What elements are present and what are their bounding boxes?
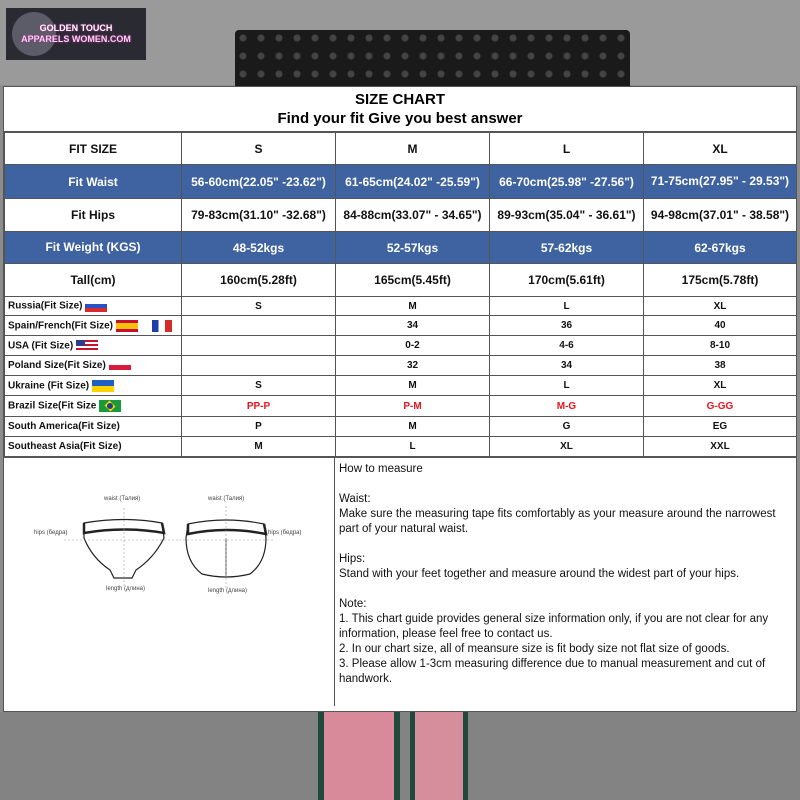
region-label-text: USA (Fit Size) [8, 340, 74, 352]
measure-section [4, 457, 796, 706]
table-cell: L [490, 297, 644, 316]
table-cell: 0-2 [336, 336, 490, 356]
chart-header [4, 87, 796, 132]
region-row-south-america [5, 417, 797, 437]
photo-background-bottom [0, 712, 800, 800]
table-cell: 56-60cm(22.05" -23.62") [182, 165, 336, 199]
usa-flag-icon [76, 340, 98, 352]
table-cell [182, 336, 336, 356]
garment-strap-photo-2 [410, 712, 468, 800]
region-row-ukraine [5, 376, 797, 396]
table-cell: S [182, 297, 336, 316]
note-1: 1. This chart guide provides general size information only, if you are not clear for any information, please feel free to contact us. [339, 613, 769, 640]
table-cell: 34 [336, 316, 490, 336]
region-label: South America(Fit Size) [5, 417, 182, 437]
table-cell: P [182, 417, 336, 437]
table-cell: 8-10 [644, 336, 797, 356]
tall-row [5, 264, 797, 297]
note-2: 2. In our chart size, all of meansure size is fit body size not flat size of goods. [339, 643, 730, 655]
poland-flag-icon [109, 360, 131, 370]
fit-waist-row [5, 165, 797, 199]
region-label [5, 336, 182, 356]
lace-waistband-photo [235, 30, 630, 88]
waist-title: Waist: [339, 493, 371, 505]
row-label: Fit Hips [5, 199, 182, 232]
region-row-spain [5, 316, 797, 336]
russia-flag-icon [85, 300, 107, 312]
table-cell: S [182, 376, 336, 396]
measure-heading: How to measure [339, 463, 423, 475]
region-label: Southeast Asia(Fit Size) [5, 437, 182, 457]
table-cell: 61-65cm(24.02" -25.59") [336, 165, 490, 199]
region-label-text: Brazil Size(Fit Size [8, 400, 97, 412]
hips-instructions: Stand with your feet together and measure around the widest part of your hips. [339, 568, 740, 580]
fit-weight-row [5, 232, 797, 264]
table-cell: XL [644, 376, 797, 396]
region-label [5, 396, 182, 417]
waist-instructions: Make sure the measuring tape fits comfortably as your measure around the narrowest part of your natural waist. [339, 508, 776, 535]
garment-strap-photo [318, 712, 400, 800]
ukraine-flag-icon [92, 380, 114, 392]
region-label-text: Russia(Fit Size) [8, 300, 83, 312]
waist-label-left: waist (Талия) [104, 496, 141, 502]
waist-label-right: waist (Талия) [208, 496, 245, 502]
table-cell: 89-93cm(35.04" - 36.61") [490, 199, 644, 232]
hips-title: Hips: [339, 553, 366, 565]
region-label-text: Poland Size(Fit Size) [8, 360, 106, 371]
region-row-poland [5, 356, 797, 376]
table-cell: 66-70cm(25.98" -27.56") [490, 165, 644, 199]
table-cell: EG [644, 417, 797, 437]
region-row-usa [5, 336, 797, 356]
fit-size-label: FIT SIZE [5, 133, 182, 165]
table-cell: M [336, 297, 490, 316]
underwear-diagram [4, 458, 335, 706]
table-cell: G-GG [644, 396, 797, 417]
brand-logo [6, 8, 146, 60]
table-cell: 160cm(5.28ft) [182, 264, 336, 297]
table-cell [182, 316, 336, 336]
length-label-right: length (длина) [208, 588, 248, 594]
table-cell: G [490, 417, 644, 437]
size-table [4, 132, 797, 457]
table-cell: XXL [644, 437, 797, 457]
row-label: Fit Weight (KGS) [5, 232, 182, 264]
hips-label-left: hips (бедра) [34, 530, 68, 536]
table-cell: 4-6 [490, 336, 644, 356]
region-label [5, 316, 182, 336]
table-cell [182, 356, 336, 376]
region-row-brazil [5, 396, 797, 417]
fit-hips-row [5, 199, 797, 232]
table-cell: PP-P [182, 396, 336, 417]
table-cell: XL [490, 437, 644, 457]
length-label-left: length (длина) [106, 586, 146, 592]
note-title: Note: [339, 598, 367, 610]
table-cell: 170cm(5.61ft) [490, 264, 644, 297]
table-cell: 36 [490, 316, 644, 336]
brazil-flag-icon [99, 400, 121, 412]
size-col-l: L [490, 133, 644, 165]
region-row-southeast-asia [5, 437, 797, 457]
region-row-russia [5, 297, 797, 316]
table-cell: 57-62kgs [490, 232, 644, 264]
region-label-text: Ukraine (Fit Size) [8, 380, 90, 392]
table-cell: 38 [644, 356, 797, 376]
table-cell: 48-52kgs [182, 232, 336, 264]
france-flag-icon [152, 320, 172, 332]
row-label: Fit Waist [5, 165, 182, 199]
how-to-measure-text [335, 458, 796, 706]
region-label [5, 356, 182, 376]
region-label [5, 297, 182, 316]
logo-line-2: APPARELS WOMEN.COM [21, 34, 131, 44]
region-label-text: Spain/French(Fit Size) [8, 320, 114, 332]
chart-title: SIZE CHART [355, 91, 445, 108]
spain-flag-icon [116, 320, 138, 332]
table-cell: L [336, 437, 490, 457]
table-cell: 52-57kgs [336, 232, 490, 264]
table-cell: 71-75cm(27.95" - 29.53") [644, 165, 797, 199]
size-header-row [5, 133, 797, 165]
row-label: Tall(cm) [5, 264, 182, 297]
table-cell: 94-98cm(37.01" - 38.58") [644, 199, 797, 232]
panties-sketch-icon [4, 458, 334, 706]
table-cell: 34 [490, 356, 644, 376]
chart-subtitle: Find your fit Give you best answer [277, 110, 523, 127]
table-cell: XL [644, 297, 797, 316]
size-chart-sheet [3, 86, 797, 712]
hips-label-right: hips (бедра) [268, 530, 302, 536]
logo-line-1: GOLDEN TOUCH [39, 23, 113, 33]
table-cell: M [336, 376, 490, 396]
table-cell: 62-67kgs [644, 232, 797, 264]
region-label [5, 376, 182, 396]
table-cell: 40 [644, 316, 797, 336]
size-col-s: S [182, 133, 336, 165]
size-col-m: M [336, 133, 490, 165]
table-cell: M [182, 437, 336, 457]
table-cell: 165cm(5.45ft) [336, 264, 490, 297]
table-cell: 79-83cm(31.10" -32.68") [182, 199, 336, 232]
size-col-xl: XL [644, 133, 797, 165]
table-cell: P-M [336, 396, 490, 417]
table-cell: M [336, 417, 490, 437]
table-cell: L [490, 376, 644, 396]
table-cell: M-G [490, 396, 644, 417]
note-3: 3. Please allow 1-3cm measuring difference due to manual measurement and cut of handwork. [339, 658, 766, 685]
table-cell: 84-88cm(33.07" - 34.65") [336, 199, 490, 232]
table-cell: 32 [336, 356, 490, 376]
table-cell: 175cm(5.78ft) [644, 264, 797, 297]
